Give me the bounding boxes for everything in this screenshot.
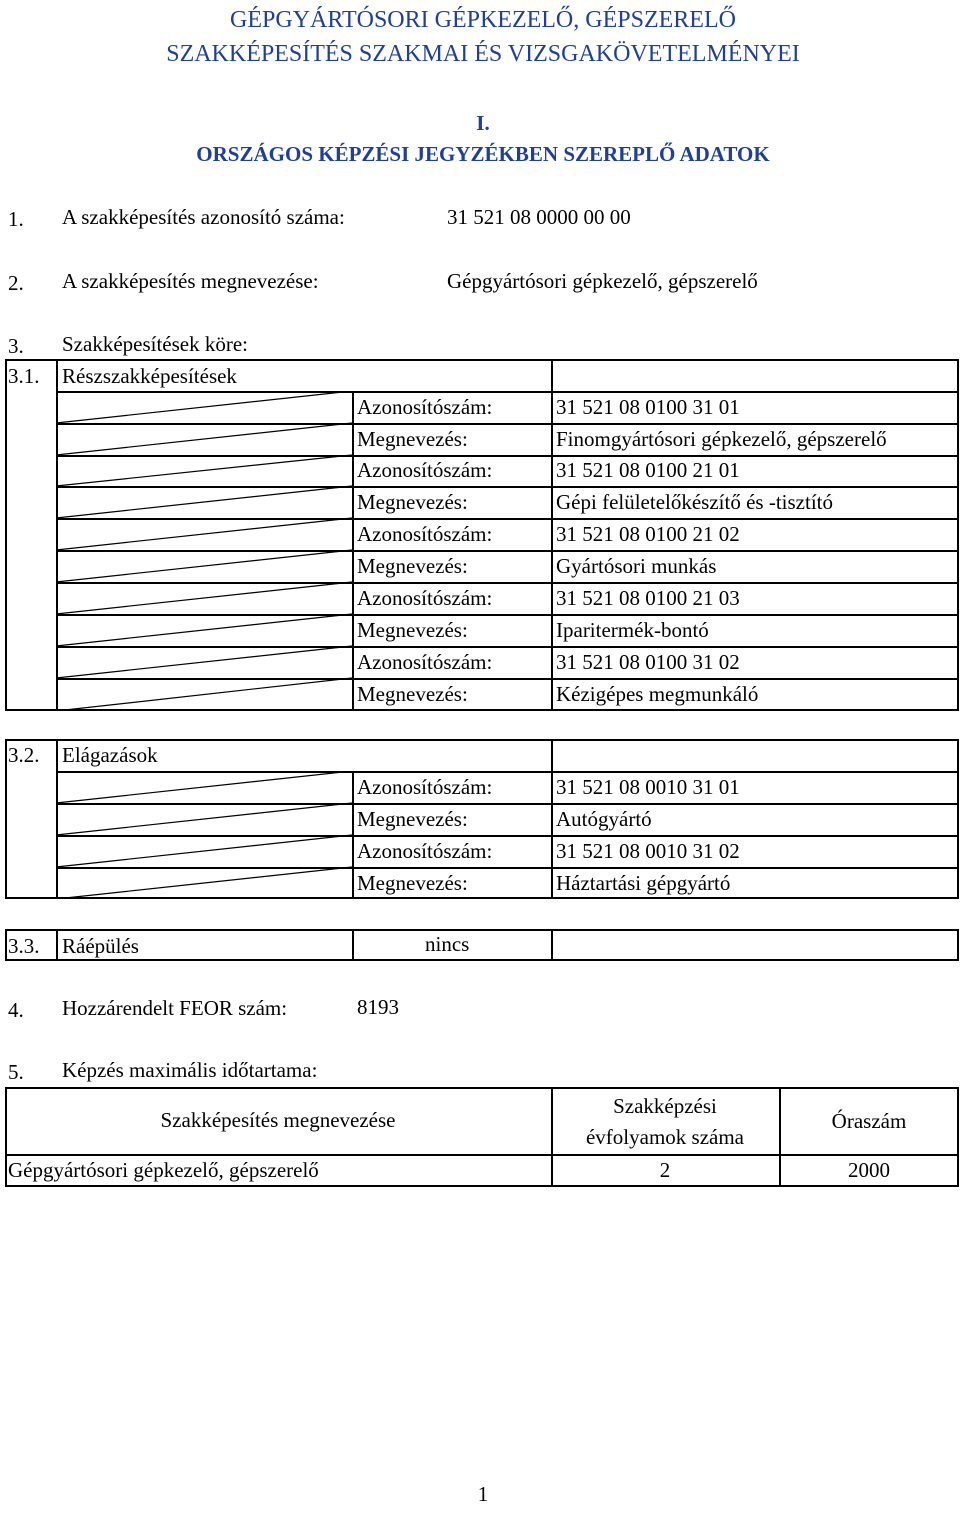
branches-number: 3.2. bbox=[8, 743, 40, 767]
partial-row-9-value: 31 521 08 0100 31 02 bbox=[556, 650, 740, 674]
crossed-cells-branches bbox=[56, 771, 352, 899]
addon-value: nincs bbox=[425, 932, 470, 956]
branch-row-4-value: Háztartási gépgyártó bbox=[556, 871, 731, 895]
addon-number: 3.3. bbox=[8, 934, 40, 958]
partial-row-6-label: Megnevezés: bbox=[357, 554, 468, 578]
crossed-cells bbox=[56, 391, 352, 711]
section-number: I. bbox=[476, 111, 490, 135]
partial-row-3-value: 31 521 08 0100 21 01 bbox=[556, 458, 740, 482]
partial-number: 3.1. bbox=[8, 364, 40, 388]
partial-row-10-value: Kézigépes megmunkáló bbox=[556, 682, 759, 706]
branch-row-1-label: Azonosítószám: bbox=[357, 775, 493, 799]
branch-row-2-label: Megnevezés: bbox=[357, 807, 468, 831]
feor-label: Hozzárendelt FEOR szám: bbox=[62, 996, 288, 1020]
row-school-years: 2 bbox=[659, 1158, 671, 1182]
item-3-number: 3. bbox=[8, 334, 24, 358]
item-3-label: Szakképesítések köre: bbox=[62, 332, 249, 356]
partial-row-8-label: Megnevezés: bbox=[357, 618, 468, 642]
item-1-label: A szakképesítés azonosító száma: bbox=[62, 205, 345, 229]
page-number: 1 bbox=[477, 1482, 489, 1506]
item-2-value: Gépgyártósori gépkezelő, gépszerelő bbox=[447, 269, 758, 293]
branch-row-4-label: Megnevezés: bbox=[357, 871, 468, 895]
duration-number: 5. bbox=[8, 1060, 24, 1084]
item-2-label: A szakképesítés megnevezése: bbox=[62, 269, 319, 293]
partial-row-7-label: Azonosítószám: bbox=[357, 586, 493, 610]
addon-title: Ráépülés bbox=[62, 934, 139, 958]
partial-row-5-label: Azonosítószám: bbox=[357, 522, 493, 546]
feor-number: 4. bbox=[8, 998, 24, 1022]
branch-row-3-label: Azonosítószám: bbox=[357, 839, 493, 863]
feor-value: 8193 bbox=[357, 995, 399, 1019]
partial-row-1-value: 31 521 08 0100 31 01 bbox=[556, 395, 740, 419]
branches-title: Elágazások bbox=[62, 743, 158, 767]
section-title: ORSZÁGOS KÉPZÉSI JEGYZÉKBEN SZEREPLŐ ADATOK bbox=[196, 142, 770, 166]
header-hours: Óraszám bbox=[831, 1109, 907, 1133]
partial-row-10-label: Megnevezés: bbox=[357, 682, 468, 706]
partial-row-8-value: Iparitermék-bontó bbox=[556, 618, 709, 642]
branch-row-1-value: 31 521 08 0010 31 01 bbox=[556, 775, 740, 799]
row-qualification-name: Gépgyártósori gépkezelő, gépszerelő bbox=[8, 1158, 319, 1182]
partial-row-4-label: Megnevezés: bbox=[357, 490, 468, 514]
header-qualification-name: Szakképesítés megnevezése bbox=[160, 1108, 396, 1132]
row-hours: 2000 bbox=[848, 1158, 890, 1182]
partial-row-4-value: Gépi felületelőkészítő és -tisztító bbox=[556, 490, 833, 514]
branch-row-3-value: 31 521 08 0010 31 02 bbox=[556, 839, 740, 863]
partial-row-3-label: Azonosítószám: bbox=[357, 458, 493, 482]
document-title-line2: SZAKKÉPESÍTÉS SZAKMAI ÉS VIZSGAKÖVETELMÉNYEI bbox=[166, 41, 800, 67]
partial-title: Részszakképesítések bbox=[62, 364, 237, 388]
partial-row-5-value: 31 521 08 0100 21 02 bbox=[556, 522, 740, 546]
header-school-years-line1: Szakképzési bbox=[613, 1094, 717, 1118]
item-1-value: 31 521 08 0000 00 00 bbox=[447, 205, 631, 229]
partial-row-2-value: Finomgyártósori gépkezelő, gépszerelő bbox=[556, 427, 887, 451]
document-title-line1: GÉPGYÁRTÓSORI GÉPKEZELŐ, GÉPSZERELŐ bbox=[230, 7, 736, 33]
item-2-number: 2. bbox=[8, 271, 24, 295]
item-1-number: 1. bbox=[8, 207, 24, 231]
branch-row-2-value: Autógyártó bbox=[556, 807, 652, 831]
partial-row-1-label: Azonosítószám: bbox=[357, 395, 493, 419]
partial-row-9-label: Azonosítószám: bbox=[357, 650, 493, 674]
header-school-years-line2: évfolyamok száma bbox=[585, 1125, 745, 1149]
duration-label: Képzés maximális időtartama: bbox=[62, 1058, 318, 1082]
partial-row-6-value: Gyártósori munkás bbox=[556, 554, 717, 578]
partial-row-7-value: 31 521 08 0100 21 03 bbox=[556, 586, 740, 610]
partial-row-2-label: Megnevezés: bbox=[357, 427, 468, 451]
